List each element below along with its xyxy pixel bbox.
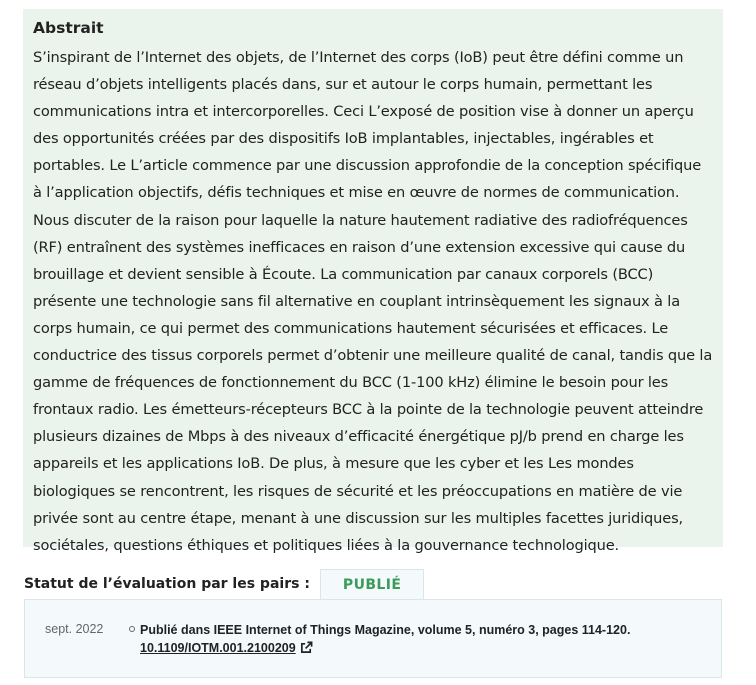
abstract-section — [23, 9, 723, 554]
abstract-title: Abstrait — [33, 19, 104, 37]
publication-panel — [24, 599, 722, 678]
peer-review-label: Statut de l’évaluation par les pairs : — [24, 576, 310, 592]
peer-review-status-row — [24, 568, 424, 600]
external-link-icon[interactable] — [300, 641, 313, 654]
timeline-bullet-icon — [129, 626, 135, 632]
publication-entry — [140, 621, 710, 657]
status-tab-published[interactable]: PUBLIÉ — [320, 569, 424, 601]
doi-link[interactable]: 10.1109/IOTM.001.2100209 — [140, 641, 296, 655]
abstract-text: S’inspirant de l’Internet des objets, de l’Internet des corps (IoB) peut être défini comme un réseau d’objets intelligents placés dans, sur et autour le corps humain, permettant les communications intra et intercorporelles. Ceci L’exposé de position vise à donner un aperçu des opportunités créées par des dispositifs IoB implantables, injectables, ingérables et portables. Le L’article commence par une discussion approfondie de la conception spécifique à l’application objectifs, défis techniques et mise en œuvre de normes de communication. Nous discuter de la raison pour laquelle la nature hautement radiative des radiofréquences (RF) entraînent des systèmes inefficaces en raison d’une extension excessive qui cause du brouillage et devient sensible à Écoute. La communication par canaux corporels (BCC) présente une technologie sans fil alternative en couplant intrinsèquement les signaux à la corps humain, ce qui permet des communications hautement sécurisées et efficaces. Le conductrice des tissus corporels permet d’obtenir une meilleure qualité de canal, tandis que la gamme de fréquences de fonctionnement du BCC (1-100 kHz) élimine le besoin pour les frontaux radio. Les émetteurs-récepteurs BCC à la pointe de la technologie peuvent atteindre plusieurs dizaines de Mbps à des niveaux d’efficacité énergétique pJ/b prend en charge les appareils et les applications IoB. De plus, à mesure que les cyber et les Les mondes biologiques se rencontrent, les risques de sécurité et les préoccupations en matière de vie privée sont au centre étape, menant à une discussion sur les multiples facettes juridiques, sociétales, questions éthiques et politiques liées à la gouvernance technologique. — [33, 49, 713, 554]
publication-date: sept. 2022 — [45, 622, 104, 636]
publication-citation: Publié dans IEEE Internet of Things Magazine, volume 5, numéro 3, pages 114-120. — [140, 623, 631, 637]
